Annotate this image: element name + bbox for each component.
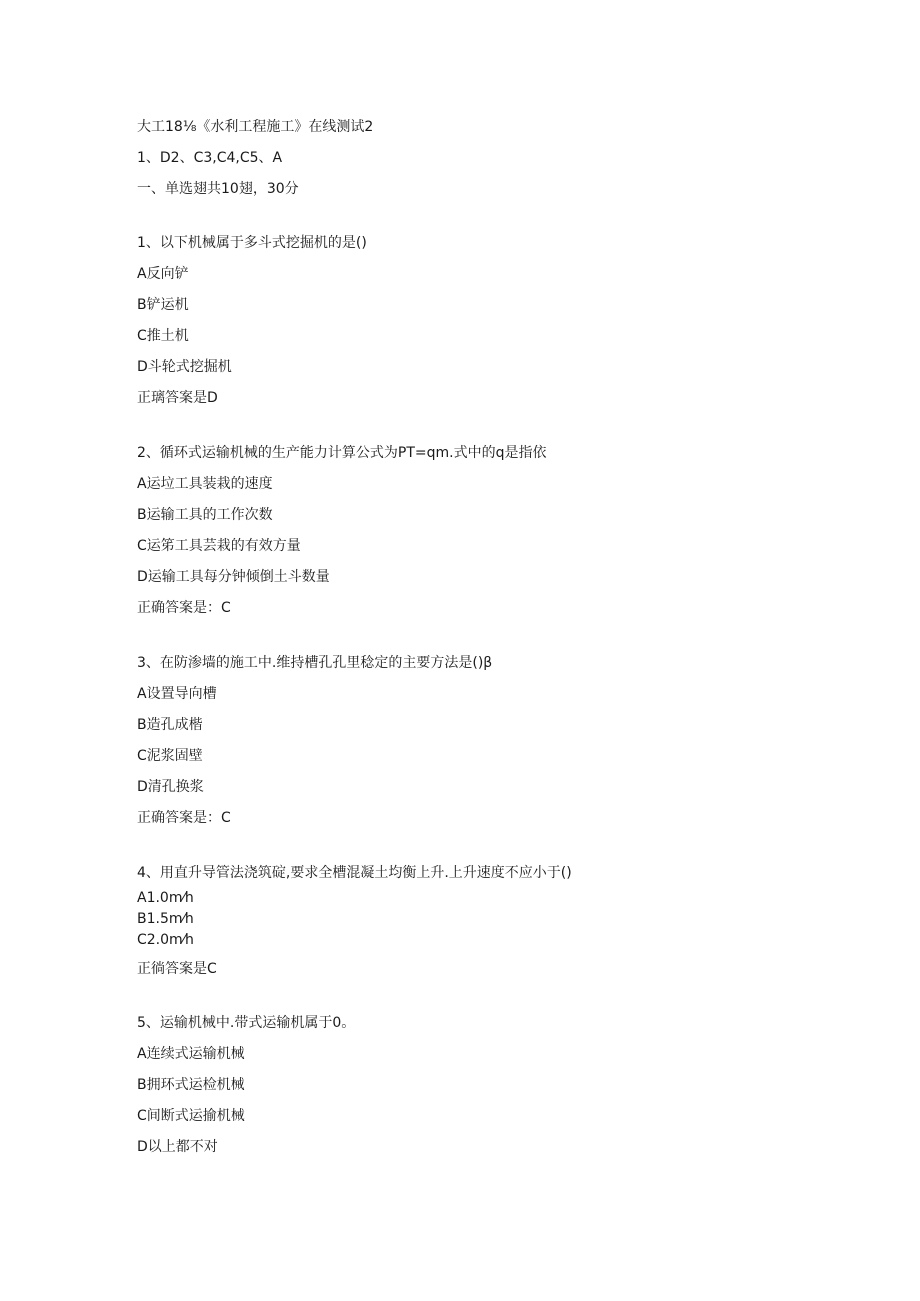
answer-key: 1、D2、C3,C4,C5、A bbox=[137, 150, 283, 166]
option-b: B1.5m⁄h bbox=[137, 911, 194, 927]
option-b: B拥环式运检机械 bbox=[137, 1077, 245, 1093]
option-c: C2.0m⁄h bbox=[137, 932, 194, 948]
correct-answer: 正确答案是：C bbox=[137, 810, 231, 826]
option-a: A设置导向槽 bbox=[137, 686, 217, 702]
correct-answer: 正徜答案是C bbox=[137, 961, 217, 977]
question-stem: 5、运输机械中.带式运输机属于0。 bbox=[137, 1015, 356, 1031]
option-a: A连续式运输机械 bbox=[137, 1046, 245, 1062]
option-d: D斗轮式挖掘机 bbox=[137, 359, 232, 375]
question-stem: 4、用直升导管法浇筑碇,要求全槽混凝土均衡上升.上升速度不应小于() bbox=[137, 865, 572, 881]
option-a: A运垃工具装栽的速度 bbox=[137, 476, 273, 492]
correct-answer: 正璃答案是D bbox=[137, 390, 218, 406]
option-c: C间断式运揄机械 bbox=[137, 1108, 245, 1124]
option-b: B造孔成楷 bbox=[137, 717, 203, 733]
question-stem: 3、在防渗墙的施工中.维持槽孔孔里稔定的主要方法是()β bbox=[137, 655, 493, 671]
section-heading: 一、单选翅共10翅，30分 bbox=[137, 181, 299, 197]
option-d: D以上都不对 bbox=[137, 1139, 218, 1155]
option-d: D运输工具每分钟倾倒土斗数量 bbox=[137, 569, 330, 585]
option-a: A1.0m⁄h bbox=[137, 890, 194, 906]
question-stem: 2、循环式运输机械的生产能力计算公式为PT=qm.式中的q是指依 bbox=[137, 445, 547, 461]
option-d: D清孔换浆 bbox=[137, 779, 204, 795]
option-c: C运笫工具芸栽的有效方量 bbox=[137, 538, 301, 554]
option-c: C推土机 bbox=[137, 328, 189, 344]
correct-answer: 正确答案是：C bbox=[137, 600, 231, 616]
option-b: B运输工具的工作次数 bbox=[137, 507, 273, 523]
option-a: A反向铲 bbox=[137, 266, 189, 282]
document-title: 大工18⅛《水利工程施工》在线测试2 bbox=[137, 119, 374, 135]
question-stem: 1、以下机械属于多斗式挖掘机的是() bbox=[137, 235, 367, 251]
option-b: B铲运机 bbox=[137, 297, 189, 313]
option-c: C泥浆固壁 bbox=[137, 748, 203, 764]
